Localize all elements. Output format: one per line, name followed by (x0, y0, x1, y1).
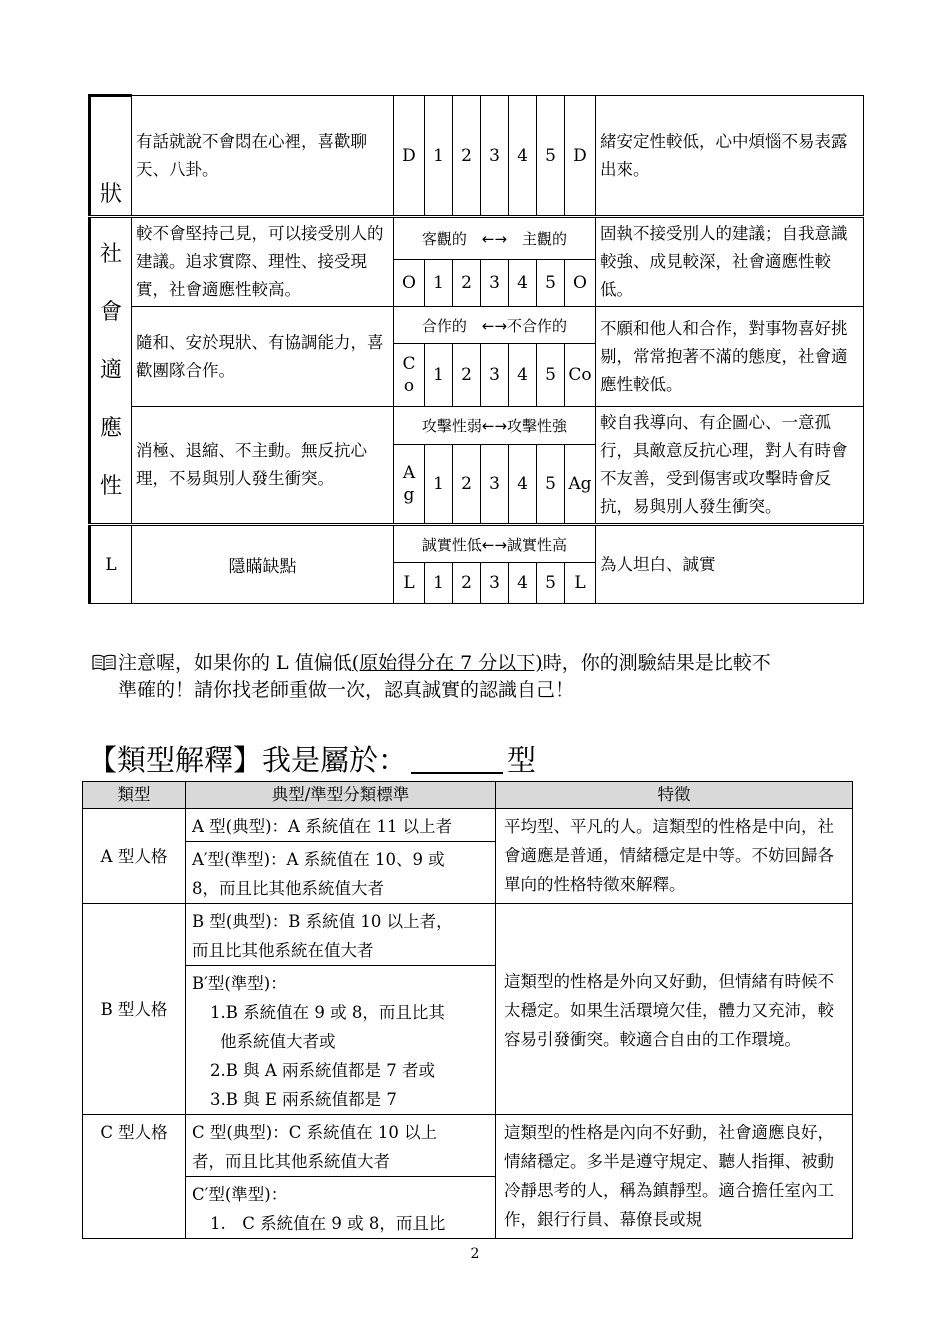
score-cell: 4 (509, 444, 537, 524)
table-row (83, 1115, 853, 1177)
criteria-text: A 型(典型)：A 系統值在 11 以上者 (192, 817, 453, 836)
book-icon (92, 653, 116, 671)
table-row (83, 904, 853, 966)
criteria-quasi (186, 966, 496, 1115)
category-char: 社 (99, 241, 122, 267)
criteria-text: A′型(準型)：A 系統值在 10、9 或 (192, 850, 445, 869)
category-char: 會 (99, 299, 122, 325)
score-cell: 2 (453, 260, 481, 307)
score-cell: 5 (537, 96, 565, 217)
score-cell: 1 (425, 260, 453, 307)
lie-score-note (92, 650, 867, 704)
feature-description: 平均型、平凡的人。這類型的性格是中向，社會適應是普通，情緒穩定是中等。不妨回歸各單向的性格特徵來解釋。 (496, 809, 853, 904)
score-cell: 4 (509, 96, 537, 217)
category-char: 應 (99, 415, 122, 441)
right-abbr: L (565, 563, 596, 604)
score-cell: 2 (453, 444, 481, 524)
right-abbr: O (565, 260, 596, 307)
criteria-item: 1. C 系統值在 9 或 8，而且比 (210, 1214, 446, 1233)
category-cell-lie: L (90, 525, 132, 604)
note-line-1 (92, 650, 867, 677)
criteria-text: B 型(典型)：B 系統值 10 以上者， (192, 912, 453, 931)
criteria-item: 2.B 與 A 兩系統值都是 7 者或 (210, 1061, 436, 1080)
score-cell: 5 (537, 260, 565, 307)
right-abbr: Ag (565, 444, 596, 524)
table-row (90, 96, 864, 217)
note-line-2: 準確的！請你找老師重做一次，認真誠實的認識自己！ (118, 679, 575, 701)
scale-header: 攻擊性弱←→攻擊性強 (394, 407, 596, 445)
criteria-quasi (186, 1177, 496, 1239)
criteria-text: B′型(準型)： (192, 974, 287, 993)
fill-in-blank (411, 742, 503, 774)
score-cell: 2 (453, 96, 481, 217)
score-cell: 5 (537, 444, 565, 524)
column-header: 特徵 (496, 782, 853, 809)
right-description: 緒安定性較低，心中煩惱不易表露出來。 (596, 96, 864, 217)
criteria-item: 他系統值大者或 (220, 1032, 336, 1051)
feature-description: 這類型的性格是內向不好動，社會適應良好，情緒穩定。多半是遵守規定、聽人指揮、被動冷靜思考的人，稱為鎮靜型。適合擔任室內工作，銀行行員、幕僚長或規 (496, 1115, 853, 1239)
criteria-item: 1.B 系統值在 9 或 8，而且比其 (210, 1003, 445, 1022)
trait-scale-table (88, 94, 864, 604)
category-cell (90, 96, 132, 217)
left-abbr: D (394, 96, 425, 217)
score-cell: 4 (509, 563, 537, 604)
score-cell: 1 (425, 344, 453, 407)
column-header: 典型/準型分類標準 (186, 782, 496, 809)
score-cell: 3 (481, 96, 509, 217)
category-char: 性 (99, 473, 122, 499)
score-cell: 3 (481, 444, 509, 524)
table-row (83, 809, 853, 842)
scale-header: 合作的 ←→不合作的 (394, 307, 596, 344)
right-abbr: D (565, 96, 596, 217)
table-row (90, 217, 864, 260)
category-cell-social (90, 217, 132, 525)
score-cell: 4 (509, 260, 537, 307)
left-abbr: Ag (394, 444, 425, 524)
right-description: 不願和他人和合作，對事物喜好挑剔，常常抱著不滿的態度，社會適應性較低。 (596, 307, 864, 407)
score-cell: 4 (509, 344, 537, 407)
type-name: A 型人格 (83, 809, 186, 904)
left-description: 有話就說不會悶在心裡，喜歡聊天、八卦。 (132, 96, 394, 217)
table-row (90, 525, 864, 563)
note-underlined: (原始得分在 7 分以下) (351, 652, 543, 674)
criteria-typical (186, 1115, 496, 1177)
left-description: 消極、退縮、不主動。無反抗心理，不易與別人發生衝突。 (132, 407, 394, 525)
category-char: 適 (99, 357, 122, 383)
criteria-item: 3.B 與 E 兩系統值都是 7 (210, 1090, 397, 1109)
score-cell: 1 (425, 96, 453, 217)
left-abbr: Co (394, 344, 425, 407)
left-description: 隨和、安於現狀、有協調能力，喜歡團隊合作。 (132, 307, 394, 407)
criteria-typical (186, 809, 496, 842)
right-description: 較自我導向、有企圖心、一意孤行，具敵意反抗心理，對人有時會不友善，受到傷害或攻擊時會反抗，易與別人發生衝突。 (596, 407, 864, 525)
left-abbr: L (394, 563, 425, 604)
scale-header: 誠實性低←→誠實性高 (394, 525, 596, 563)
section-title (88, 740, 536, 780)
score-cell: 2 (453, 344, 481, 407)
criteria-typical (186, 904, 496, 966)
note-text: 注意喔，如果你的 L 值偏低 (118, 652, 352, 674)
score-cell: 3 (481, 260, 509, 307)
type-name: C 型人格 (83, 1115, 186, 1239)
category-label: 狀 (99, 182, 122, 207)
criteria-text: C′型(準型)： (192, 1185, 288, 1204)
left-description: 隱瞞缺點 (132, 525, 394, 604)
left-description: 較不會堅持己見，可以接受別人的建議。追求實際、理性、接受現實，社會適應性較高。 (132, 217, 394, 307)
left-abbr: O (394, 260, 425, 307)
table-row (90, 407, 864, 445)
scale-header: 客觀的 ←→ 主觀的 (394, 217, 596, 260)
score-cell: 2 (453, 563, 481, 604)
feature-description: 這類型的性格是外向又好動，但情緒有時候不太穩定。如果生活環境欠佳，體力又充沛，較容易引發衝突。較適合自由的工作環境。 (496, 904, 853, 1115)
right-description: 固執不接受別人的建議；自我意識較強、成見較深，社會適應性較低。 (596, 217, 864, 307)
note-text: 時，你的測驗結果是比較不 (542, 652, 771, 674)
type-explanation-table (82, 781, 853, 1239)
score-cell: 5 (537, 344, 565, 407)
score-cell: 1 (425, 444, 453, 524)
type-name: B 型人格 (83, 904, 186, 1115)
table-header-row (83, 782, 853, 809)
criteria-text: C 型(典型)：C 系統值在 10 以上 (192, 1123, 438, 1142)
criteria-text: 而且比其他系統在值大者 (192, 941, 374, 960)
score-cell: 3 (481, 563, 509, 604)
table-row (90, 307, 864, 344)
page-number: 2 (470, 1246, 480, 1262)
right-abbr: Co (565, 344, 596, 407)
criteria-quasi (186, 842, 496, 904)
right-description: 為人坦白、誠實 (596, 525, 864, 604)
criteria-text: 8，而且比其他系統值大者 (192, 879, 384, 898)
score-cell: 1 (425, 563, 453, 604)
score-cell: 3 (481, 344, 509, 407)
section-title-suffix: 型 (507, 743, 537, 777)
score-cell: 5 (537, 563, 565, 604)
section-title-text: 【類型解釋】我是屬於： (88, 743, 408, 777)
criteria-text: 者，而且比其他系統值大者 (192, 1152, 390, 1171)
column-header: 類型 (83, 782, 186, 809)
